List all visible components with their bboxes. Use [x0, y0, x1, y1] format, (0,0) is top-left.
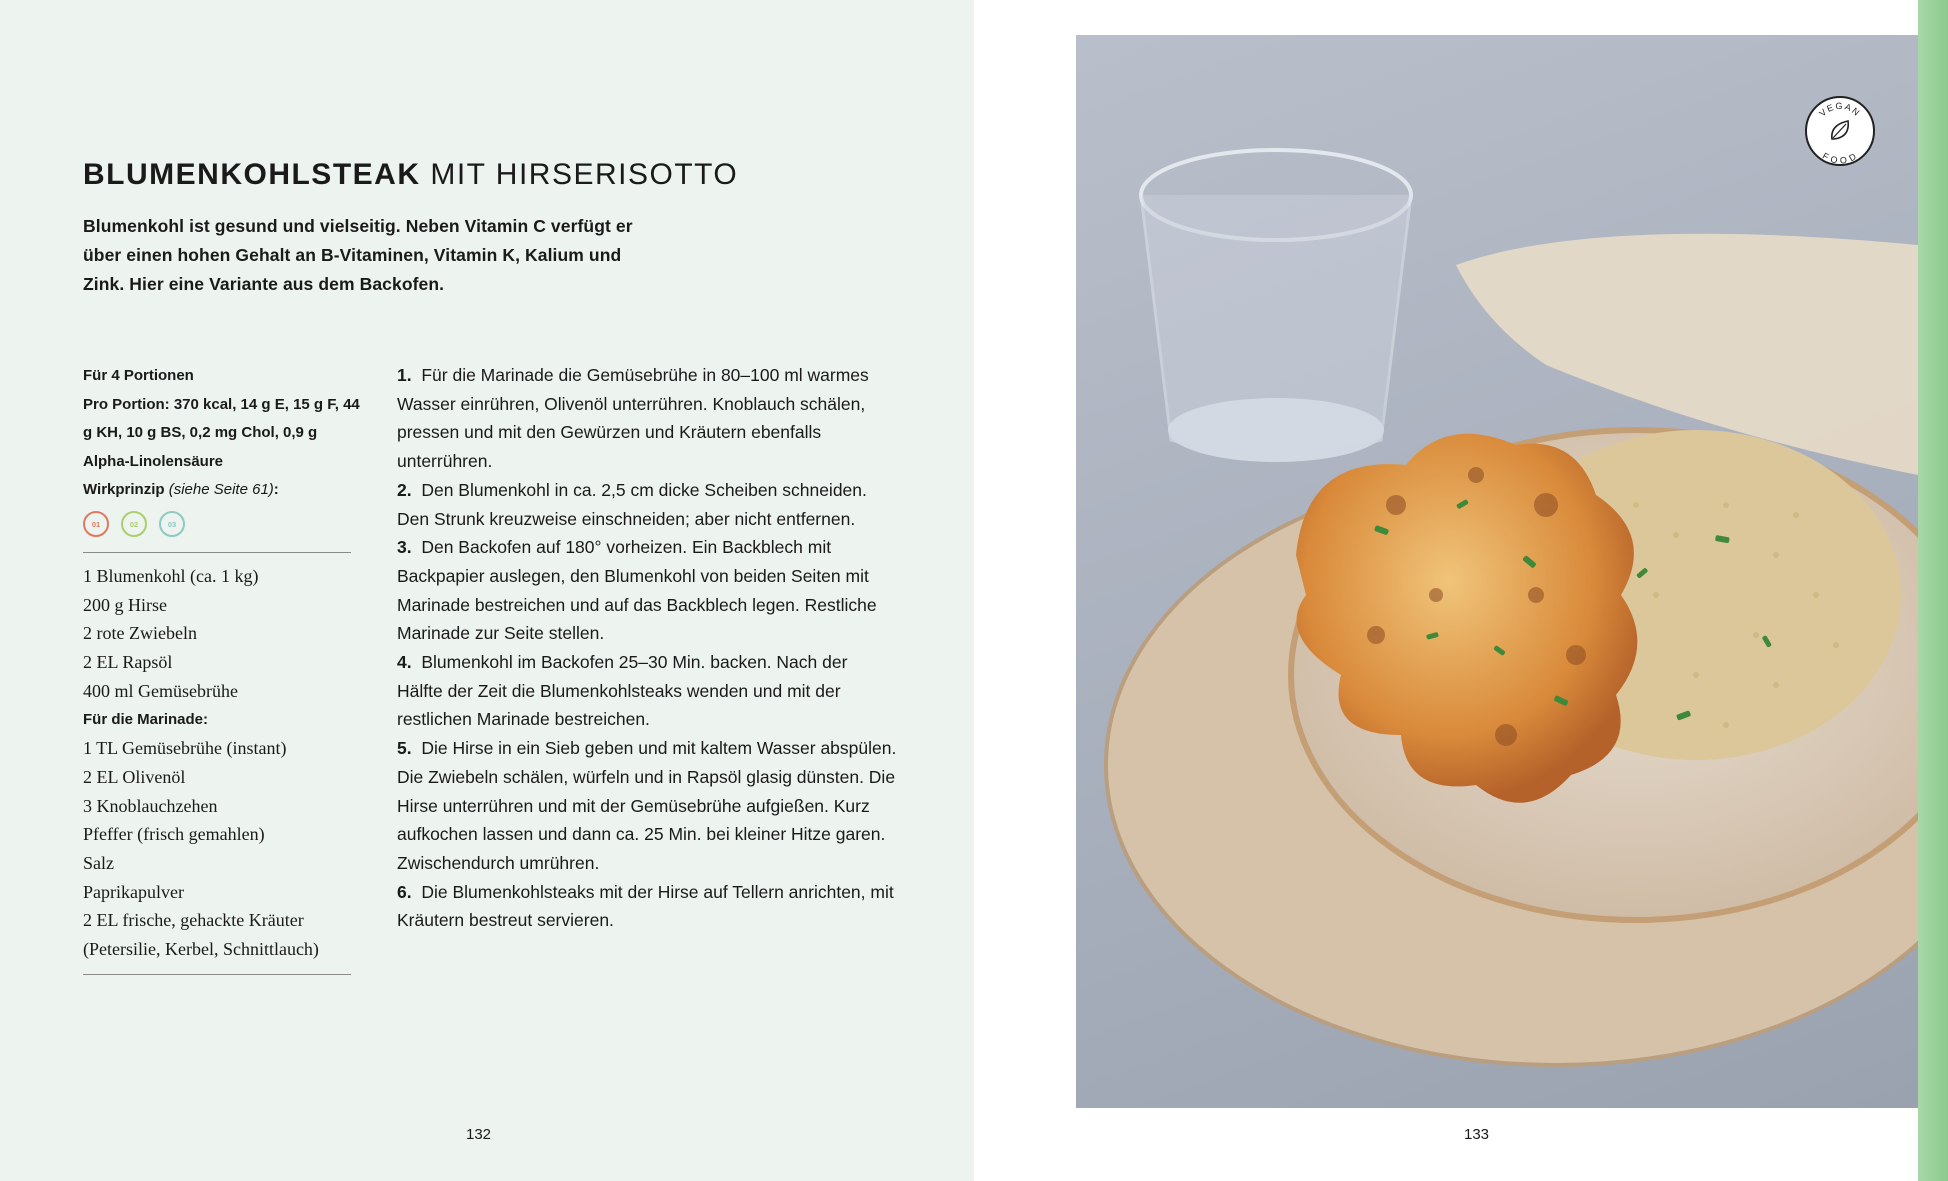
ingredient-item: Salz [83, 853, 114, 874]
ingredients-top-rule [83, 552, 351, 553]
page-number-left: 132 [466, 1126, 492, 1143]
ingredient-item: 1 Blumenkohl (ca. 1 kg) [83, 566, 259, 586]
ingredient-item: 200 g Hirse [83, 594, 167, 615]
badge-top-text: VEGAN [1817, 100, 1863, 119]
principle-icon-01: 01 [83, 511, 109, 537]
food-photo [1076, 35, 1918, 1108]
principle-colon: : [273, 481, 279, 498]
page-number-right: 133 [1464, 1126, 1490, 1143]
nutrition-info: Pro Portion: 370 kcal, 14 g E, 15 g F, 44 g KH, 10 g BS, 0,2 mg Chol, 0,9 g Alpha-Linolensäure [83, 395, 360, 470]
step: 2. Den Blumenkohl in ca. 2,5 cm dicke Scheiben schneiden. Den Strunk kreuzweise einschneiden; aber nicht entfernen. [397, 479, 867, 529]
badge-bottom-text: FOOD [1820, 150, 1860, 166]
ingredient-item: 2 EL Olivenöl [83, 766, 186, 787]
title-sub: MIT HIRSERISOTTO [430, 158, 739, 191]
marinade-heading: Für die Marinade: [83, 710, 209, 728]
step: 1. Für die Marinade die Gemüsebrühe in 80–100 ml warmes Wasser einrühren, Olivenöl unterrühren. Knoblauch schälen, pressen und mit den Gewürzen und Kräutern ebenfalls unterrühren. [397, 365, 869, 472]
principle-line [83, 476, 363, 505]
principle-label: Wirkprinzip [83, 481, 165, 498]
recipe-title [83, 158, 738, 192]
principle-reference: (siehe Seite 61) [168, 481, 274, 498]
portions: Für 4 Portionen [83, 367, 194, 384]
ingredient-item: 2 EL frische, gehackte Kräuter (Petersilie, Kerbel, Schnittlauch) [83, 910, 319, 960]
principle-icon-02: 02 [121, 511, 147, 537]
principle-icons [83, 511, 185, 537]
step: 3. Den Backofen auf 180° vorheizen. Ein Backblech mit Backpapier auslegen, den Blumenkohl von beiden Seiten mit Marinade bestreichen und auf das Backblech legen. Restliche Marinade zur Seite stellen. [397, 537, 877, 644]
step: 5. Die Hirse in ein Sieb geben und mit kaltem Wasser abspülen. Die Zwiebeln schälen, würfeln und in Rapsöl glasig dünsten. Die Hirse unterrühren und mit der Gemüsebrühe aufgießen. Kurz aufkochen lassen und dann ca. 25 Min. bei kleiner Hitze garen. Zwischendurch umrühren. [397, 738, 897, 873]
ingredient-item: Pfeffer (frisch gemahlen) [83, 824, 265, 845]
recipe-meta [83, 362, 363, 505]
step: 4. Blumenkohl im Backofen 25–30 Min. backen. Nach der Hälfte der Zeit die Blumenkohlsteaks wenden und mit der restlichen Marinade bestreichen. [397, 652, 848, 730]
green-page-edge [1918, 0, 1948, 1181]
ingredient-list [83, 562, 373, 964]
water-glass [1141, 150, 1411, 462]
step: 6. Die Blumenkohlsteaks mit der Hirse auf Tellern anrichten, mit Kräutern bestreut servieren. [397, 881, 894, 931]
title-main: BLUMENKOHLSTEAK [83, 158, 421, 191]
ingredient-item: 1 TL Gemüsebrühe (instant) [83, 738, 287, 759]
food-illustration [1076, 35, 1918, 1108]
ingredient-item: 2 EL Rapsöl [83, 652, 173, 673]
vegan-food-badge [1804, 95, 1876, 167]
preparation-steps [397, 361, 897, 935]
recipe-intro: Blumenkohl ist gesund und vielseitig. Neben Vitamin C verfügt er über einen hohen Gehalt an B-Vitaminen, Vitamin K, Kalium und Zink. Hier eine Variante aus dem Backofen. [83, 216, 633, 294]
ingredient-item: 2 rote Zwiebeln [83, 623, 197, 644]
ingredient-item: Paprikapulver [83, 881, 184, 902]
ingredients-bottom-rule [83, 974, 351, 975]
ingredient-item: 3 Knoblauchzehen [83, 795, 218, 816]
principle-icon-03: 03 [159, 511, 185, 537]
ingredient-item: 400 ml Gemüsebrühe [83, 680, 238, 701]
